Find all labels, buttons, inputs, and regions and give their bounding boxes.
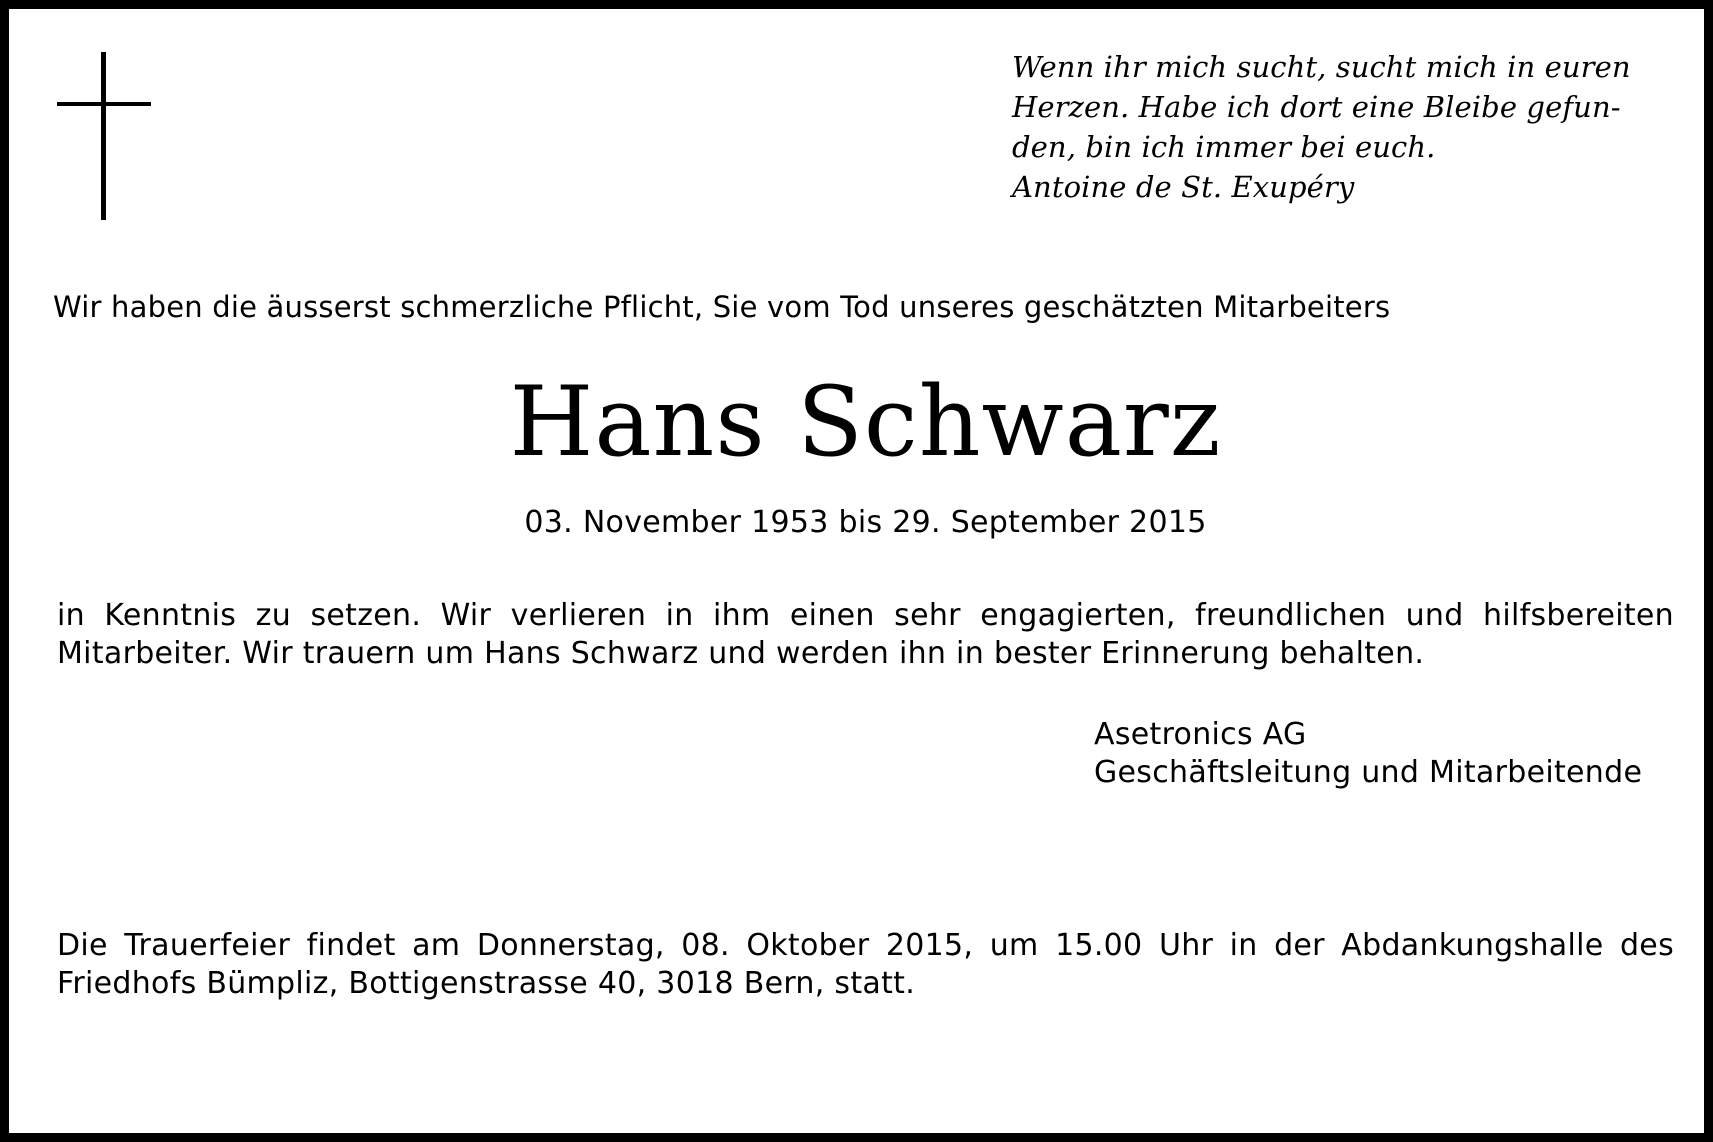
ceremony-notice [57, 927, 1674, 1003]
signature-company: Asetronics AG [1094, 717, 1307, 752]
cross-vertical-bar [101, 52, 106, 220]
deceased-name: Hans Schwarz [509, 366, 1222, 478]
quote-block [1012, 47, 1672, 207]
cross-horizontal-bar [57, 102, 151, 106]
body-line: Mitarbeiter. Wir trauern um Hans Schwarz und werden ihn in bester Erinnerung behalten. [57, 636, 1425, 671]
ceremony-line: Friedhofs Bümpliz, Bottigenstrasse 40, 3018 Bern, statt. [57, 966, 916, 1001]
life-dates: 03. November 1953 bis 29. September 2015 [524, 505, 1207, 540]
quote-line: Wenn ihr mich sucht, sucht mich in euren [1012, 50, 1631, 84]
intro-text: Wir haben die äusserst schmerzliche Pflicht, Sie vom Tod unseres geschätzten Mitarbeiters [53, 290, 1391, 324]
quote-author: Antoine de St. Exupéry [1012, 170, 1355, 204]
quote-line: Herzen. Habe ich dort eine Bleibe gefun- [1012, 90, 1621, 124]
cross-icon [57, 52, 151, 220]
body-paragraph [57, 597, 1674, 673]
quote-line: den, bin ich immer bei euch. [1012, 130, 1436, 164]
ceremony-line: Die Trauerfeier findet am Donnerstag, 08. Oktober 2015, um 15.00 Uhr in der Abdankungshalle des [57, 928, 1674, 963]
body-line: in Kenntnis zu setzen. Wir verlieren in ihm einen sehr engagierten, freundlichen und hilfsbereiten [57, 598, 1674, 633]
signature-block [1094, 716, 1642, 792]
signature-group: Geschäftsleitung und Mitarbeitende [1094, 755, 1643, 790]
